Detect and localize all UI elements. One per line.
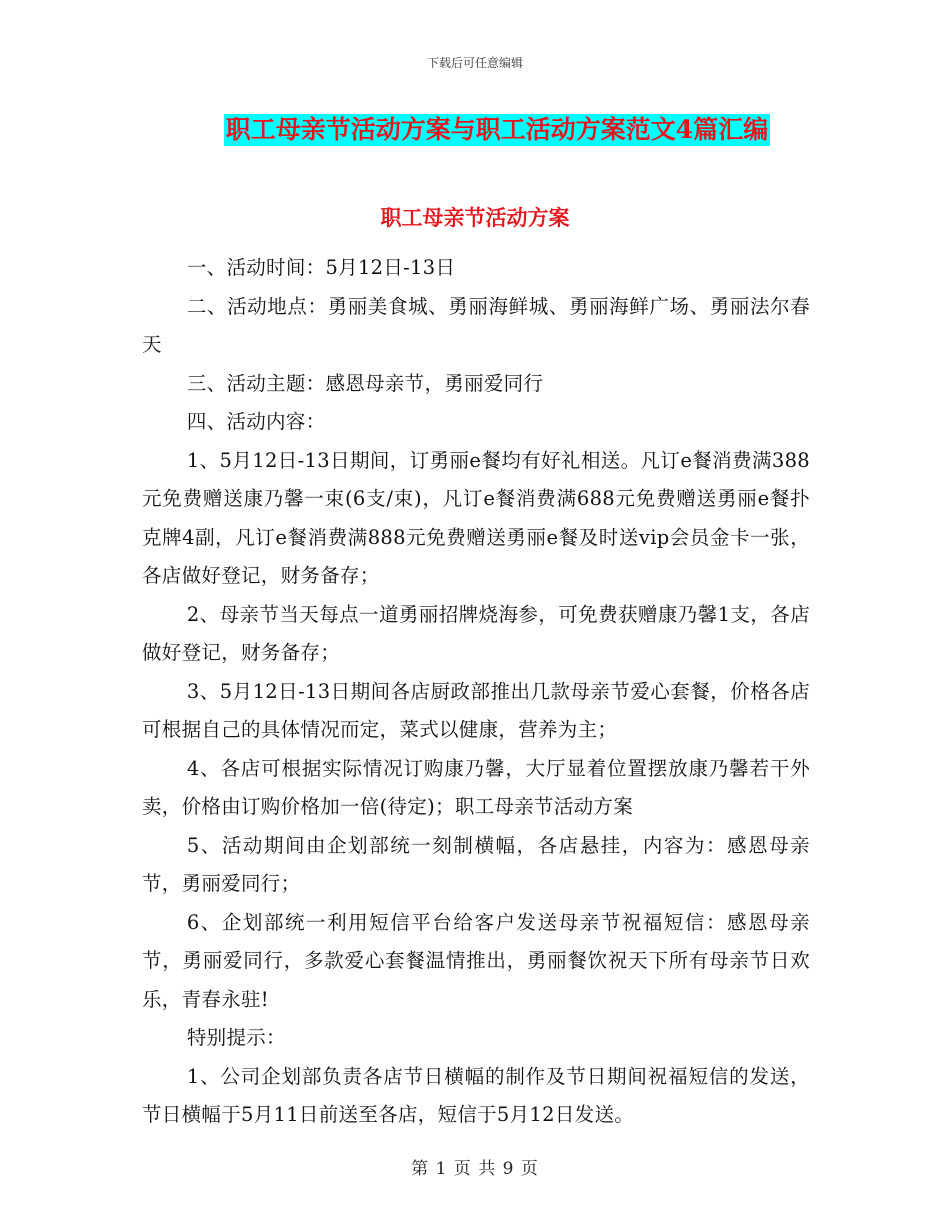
paragraph: 2、母亲节当天每点一道勇丽招牌烧海参，可免费获赠康乃馨1支，各店做好登记，财务备存； — [142, 602, 810, 664]
paragraph: 1、5月12日-13日期间，订勇丽e餐均有好礼相送。凡订e餐消费满388元免费赠送康乃馨一束(6支/束)，凡订e餐消费满688元免费赠送勇丽e餐扑克牌4副，凡订e餐消费满888元免费赠送勇丽e餐及时送vip会员金卡一张，各店做好登记，财务备存； — [142, 448, 810, 587]
paragraph: 四、活动内容： — [186, 410, 326, 433]
paragraph: 3、5月12日-13日期间各店厨政部推出几款母亲节爱心套餐，价格各店可根据自己的具体情况而定，菜式以健康，营养为主； — [142, 679, 810, 741]
section-title: 职工母亲节活动方案 — [380, 205, 570, 230]
document-title: 职工母亲节活动方案与职工活动方案范文4篇汇编 — [225, 115, 769, 144]
paragraph: 6、企划部统一利用短信平台给客户发送母亲节祝福短信：感恩母亲节，勇丽爱同行，多款爱心套餐温情推出，勇丽餐饮祝天下所有母亲节日欢乐，青春永驻! — [142, 910, 810, 1011]
document-title-wrap — [0, 114, 950, 146]
paragraph: 1、公司企划部负责各店节日横幅的制作及节日期间祝福短信的发送，节日横幅于5月11日前送至各店，短信于5月12日发送。 — [142, 1064, 810, 1126]
paragraph: 一、活动时间：5月12日-13日 — [186, 256, 456, 279]
paragraph: 二、活动地点：勇丽美食城、勇丽海鲜城、勇丽海鲜广场、勇丽法尔春天 — [142, 294, 810, 356]
document-body — [142, 249, 810, 1135]
page-number-footer: 第 1 页 共 9 页 — [411, 1159, 539, 1179]
paragraph: 特别提示： — [186, 1026, 286, 1049]
paragraph: 三、活动主题：感恩母亲节，勇丽爱同行 — [186, 371, 544, 395]
paragraph: 5、活动期间由企划部统一刻制横幅，各店悬挂，内容为：感恩母亲节，勇丽爱同行； — [142, 833, 810, 895]
header-note: 下载后可任意编辑 — [426, 56, 523, 70]
paragraph: 4、各店可根据实际情况订购康乃馨，大厅显着位置摆放康乃馨若干外卖，价格由订购价格加一倍(待定)；职工母亲节活动方案 — [142, 756, 810, 818]
